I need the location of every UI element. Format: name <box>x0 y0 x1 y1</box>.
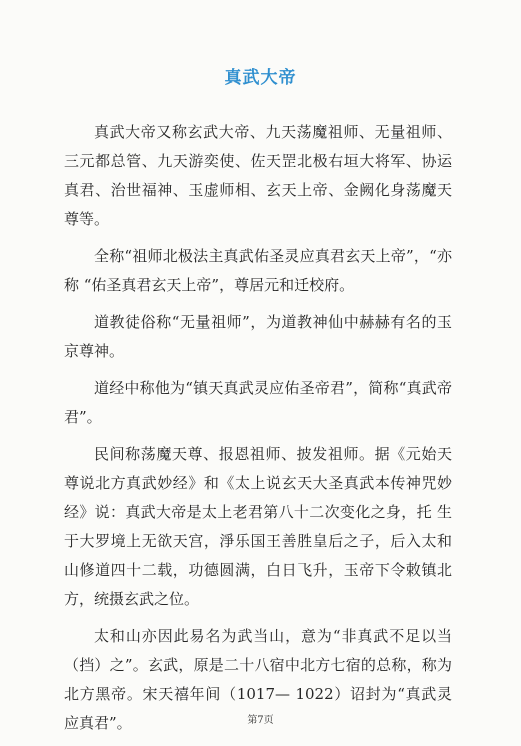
body-text <box>64 118 452 746</box>
paragraph: 道教徒俗称“无量祖师”，为道教神仙中赫赫有名的玉京尊神。 <box>64 313 452 360</box>
paragraph: 民间称荡魔天尊、报恩祖师、披发祖师。据《元始天尊说北方真武妙经》和《太上说玄天大圣真武本传神咒妙经》说：真武大帝是太上老君第八十二次变化之身，托 生于大罗境上无欲天宫，淨乐国王善胜皇后之子，后入太和山修道四十二载，功德圆满，白日飞升，玉帝下令敕镇北方，统摄玄武之位。 <box>64 445 452 608</box>
page-number: 第7页 <box>247 715 274 726</box>
paragraph: 道经中称他为“镇天真武灵应佑圣帝君”，简称“真武帝君”。 <box>64 379 452 426</box>
paragraph: 全称“祖师北极法主真武佑圣灵应真君玄天上帝”，“亦称 “佑圣真君玄天上帝”，尊居元和迁校府。 <box>64 247 452 294</box>
paragraph: 太和山亦因此易名为武当山，意为“非真武不足以当 （挡）之”。玄武，原是二十八宿中北方七宿的总称，称为北方黑帝。宋天禧年间（1017— 1022）诏封为“真武灵应真君”。 <box>64 627 452 732</box>
page-title: 真武大帝 <box>224 68 297 88</box>
paragraph: 真武大帝又称玄武大帝、九天荡魔祖师、无量祖师、三元都总管、九天游奕使、佐天罡北极右垣大将军、协运真君、治世福神、玉虚师相、玄天上帝、金阙化身荡魔天尊等。 <box>64 123 452 228</box>
